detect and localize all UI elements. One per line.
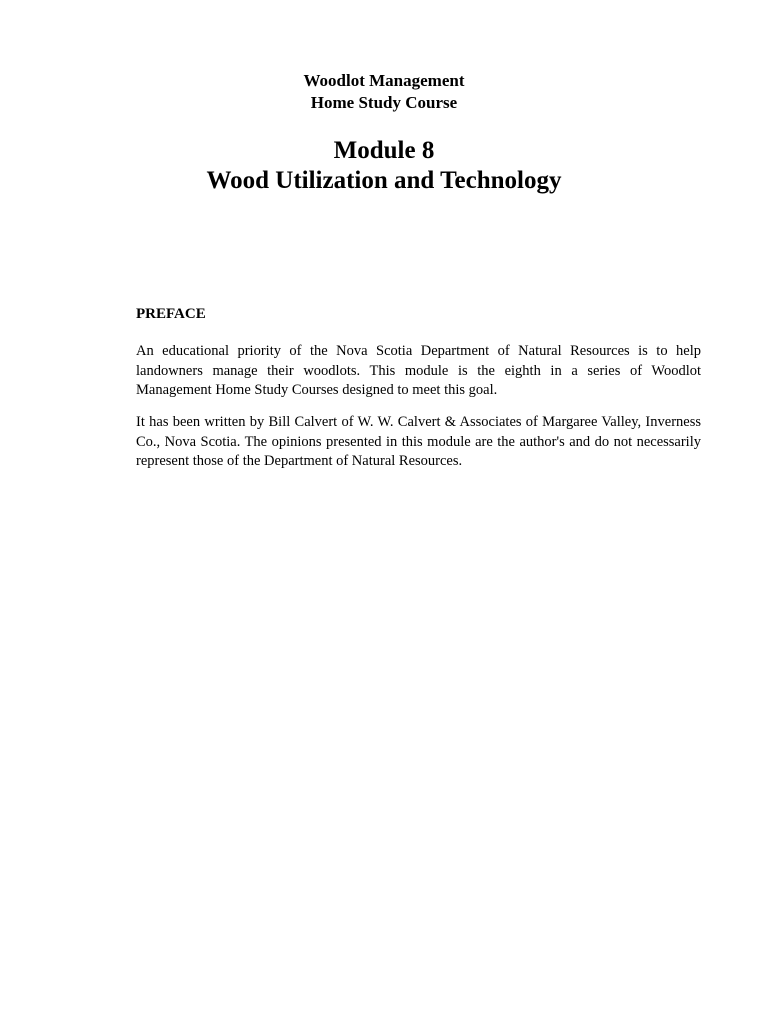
- course-subtitle: Home Study Course: [310, 93, 458, 112]
- module-title: Wood Utilization and Technology: [206, 167, 562, 194]
- preface-heading: PREFACE: [136, 306, 206, 322]
- module-number: Module 8: [333, 137, 435, 164]
- course-title: Woodlot Management: [303, 71, 465, 90]
- preface-paragraph-1: An educational priority of the Nova Scotia Department of Natural Resources is to help landowners manage their woodlots. This module is the eighth in a series of Woodlot Management Home Study Courses designed to meet this goal.: [136, 343, 701, 398]
- preface-paragraph-2: It has been written by Bill Calvert of W. W. Calvert & Associates of Margaree Valley, Inverness Co., Nova Scotia. The opinions presented in this module are the author's and do not necessarily represent those of the Department of Natural Resources.: [136, 414, 701, 469]
